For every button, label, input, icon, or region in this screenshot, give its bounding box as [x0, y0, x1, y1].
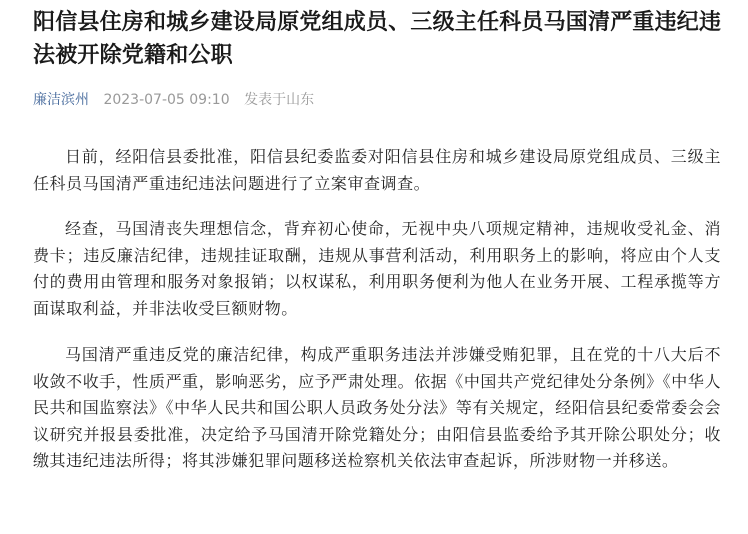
paragraph-2: 经查，马国清丧失理想信念，背弃初心使命，无视中央八项规定精神，违规收受礼金、消费卡；违反廉洁纪律，违规挂证取酬，违规从事营利活动，利用职务上的影响，将应由个人支付的费用由管理和服务对象报销；以权谋私，利用职务便利为他人在业务开展、工程承揽等方面谋取利益，并非法收受巨额财物。 [33, 219, 721, 318]
paragraph-3: 马国清严重违反党的廉洁纪律，构成严重职务违法并涉嫌受贿犯罪，且在党的十八大后不收敛不收手，性质严重，影响恶劣，应予严肃处理。依据《中国共产党纪律处分条例》《中华人民共和国监察法》《中华人民共和国公职人员政务处分法》等有关规定，经阳信县纪委常委会会议研究并报县委批准，决定给予马国清开除党籍处分；由阳信县监委给予其开除公职处分；收缴其违纪违法所得；将其涉嫌犯罪问题移送检察机关依法审查起诉，所涉财物一并移送。 [33, 345, 721, 470]
publish-location: 发表于山东 [244, 92, 315, 108]
publish-time: 2023-07-05 09:10 [103, 92, 230, 108]
article-title: 阳信县住房和城乡建设局原党组成员、三级主任科员马国清严重违纪违法被开除党籍和公职 [33, 10, 722, 68]
paragraph-1: 日前，经阳信县委批准，阳信县纪委监委对阳信县住房和城乡建设局原党组成员、三级主任科员马国清严重违纪违法问题进行了立案审查调查。 [33, 147, 721, 193]
article-meta [33, 89, 314, 111]
source-account-link[interactable]: 廉洁滨州 [33, 92, 89, 108]
